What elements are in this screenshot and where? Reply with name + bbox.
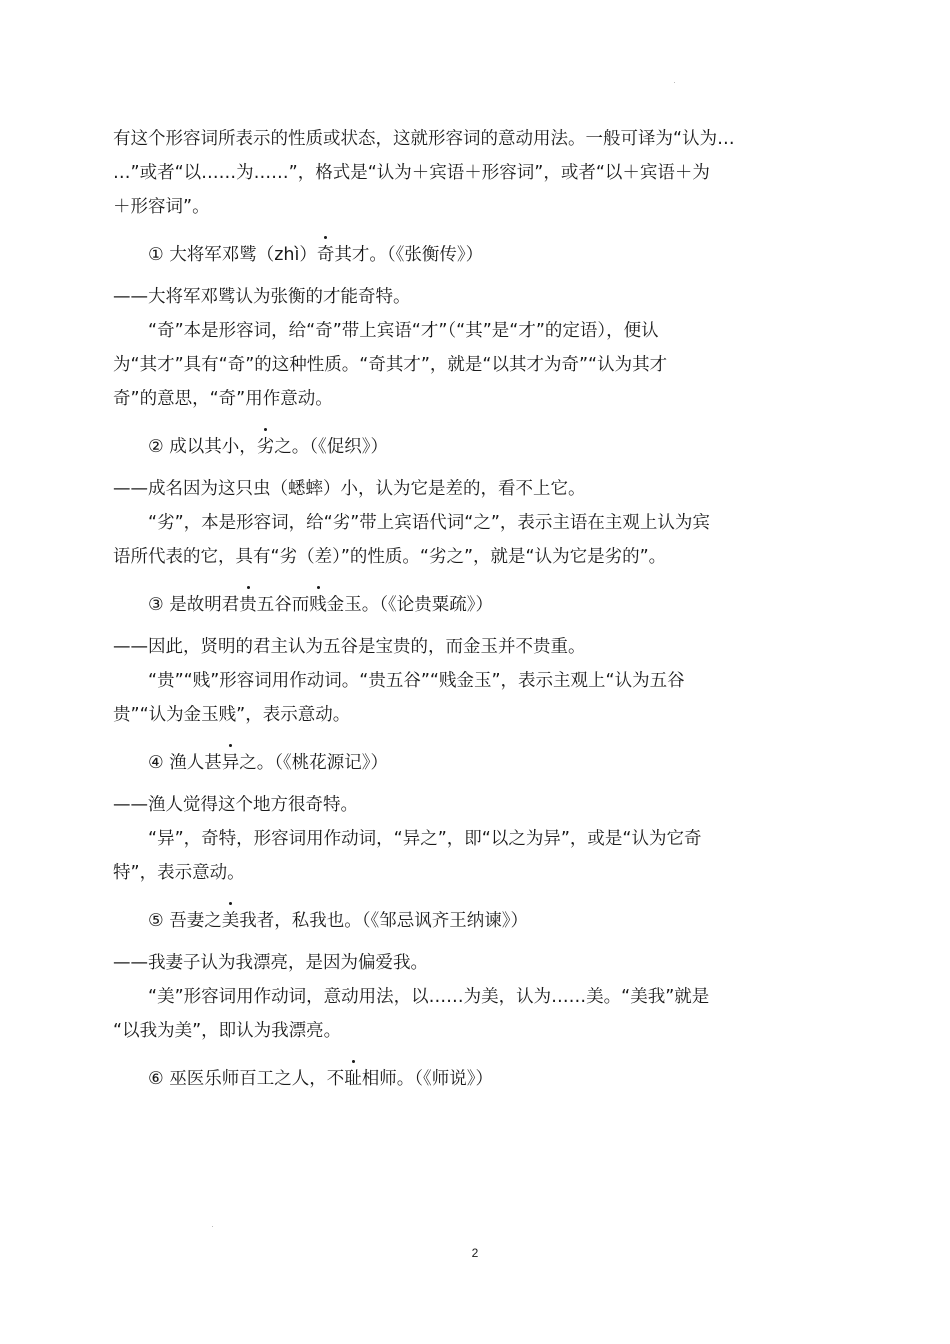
example-sentence: ① 大将军邓骘（zhì）奇其才。（《张衡传》）: [113, 238, 840, 272]
example-explanation: 语所代表的它，具有“劣（差）”的性质。“劣之”，就是“认为它是劣的”。: [113, 547, 667, 567]
scan-speck: [212, 1226, 213, 1227]
emphasis-character: 奇: [317, 238, 335, 272]
example-translation: ——因此，贤明的君主认为五谷是宝贵的，而金玉并不贵重。: [113, 637, 586, 657]
example-explanation: “异”，奇特，形容词用作动词，“异之”，即“以之为异”，或是“认为它奇: [148, 829, 702, 849]
example-translation: ——成名因为这只虫（蟋蟀）小，认为它是差的，看不上它。: [113, 479, 586, 499]
example-explanation: “贵”“贱”形容词用作动词。“贵五谷”“贱金玉”，表示主观上“认为五谷: [148, 671, 685, 691]
emphasis-character: 美: [222, 904, 240, 938]
page-number: 2: [471, 1246, 479, 1260]
example-explanation: 特”，表示意动。: [113, 863, 245, 883]
intro-line: 有这个形容词所表示的性质或状态，这就形容词的意动用法。一般可译为“认为…: [113, 129, 735, 149]
example-explanation: “以我为美”，即认为我漂亮。: [113, 1021, 342, 1041]
example-translation: ——渔人觉得这个地方很奇特。: [113, 795, 358, 815]
example-explanation: 贵”“认为金玉贱”，表示意动。: [113, 705, 351, 725]
example-translation: ——大将军邓骘认为张衡的才能奇特。: [113, 287, 411, 307]
example-sentence: ⑥ 巫医乐师百工之人，不耻相师。（《师说》）: [113, 1062, 840, 1096]
intro-line: ＋形容词”。: [113, 197, 210, 217]
emphasis-character: 劣: [257, 430, 275, 464]
emphasis-character: 贱: [309, 588, 327, 622]
example-explanation: 奇”的意思，“奇”用作意动。: [113, 389, 333, 409]
intro-line: …”或者“以……为……”，格式是“认为＋宾语＋形容词”，或者“以＋宾语＋为: [113, 163, 710, 183]
example-sentence: ② 成以其小，劣之。（《促织》）: [113, 430, 840, 464]
example-sentence: ⑤ 吾妻之美我者，私我也。（《邹忌讽齐王纳谏》）: [113, 904, 840, 938]
example-sentence: ④ 渔人甚异之。（《桃花源记》）: [113, 746, 840, 780]
example-explanation: “美”形容词用作动词，意动用法，以……为美，认为……美。“美我”就是: [148, 987, 710, 1007]
example-explanation: “劣”，本是形容词，给“劣”带上宾语代词“之”，表示主语在主观上认为宾: [148, 513, 710, 533]
document-body: [113, 122, 840, 1096]
emphasis-character: 贵: [239, 588, 257, 622]
emphasis-character: 异: [222, 746, 240, 780]
emphasis-character: 耻: [344, 1062, 362, 1096]
example-explanation: 为“其才”具有“奇”的这种性质。“奇其才”，就是“以其才为奇”“认为其才: [113, 355, 668, 375]
example-explanation: “奇”本是形容词，给“奇”带上宾语“才”（“其”是“才”的定语），便认: [148, 321, 659, 341]
example-translation: ——我妻子认为我漂亮，是因为偏爱我。: [113, 953, 428, 973]
scan-speck: [674, 82, 675, 83]
example-sentence: ③ 是故明君贵五谷而贱金玉。（《论贵粟疏》）: [113, 588, 840, 622]
